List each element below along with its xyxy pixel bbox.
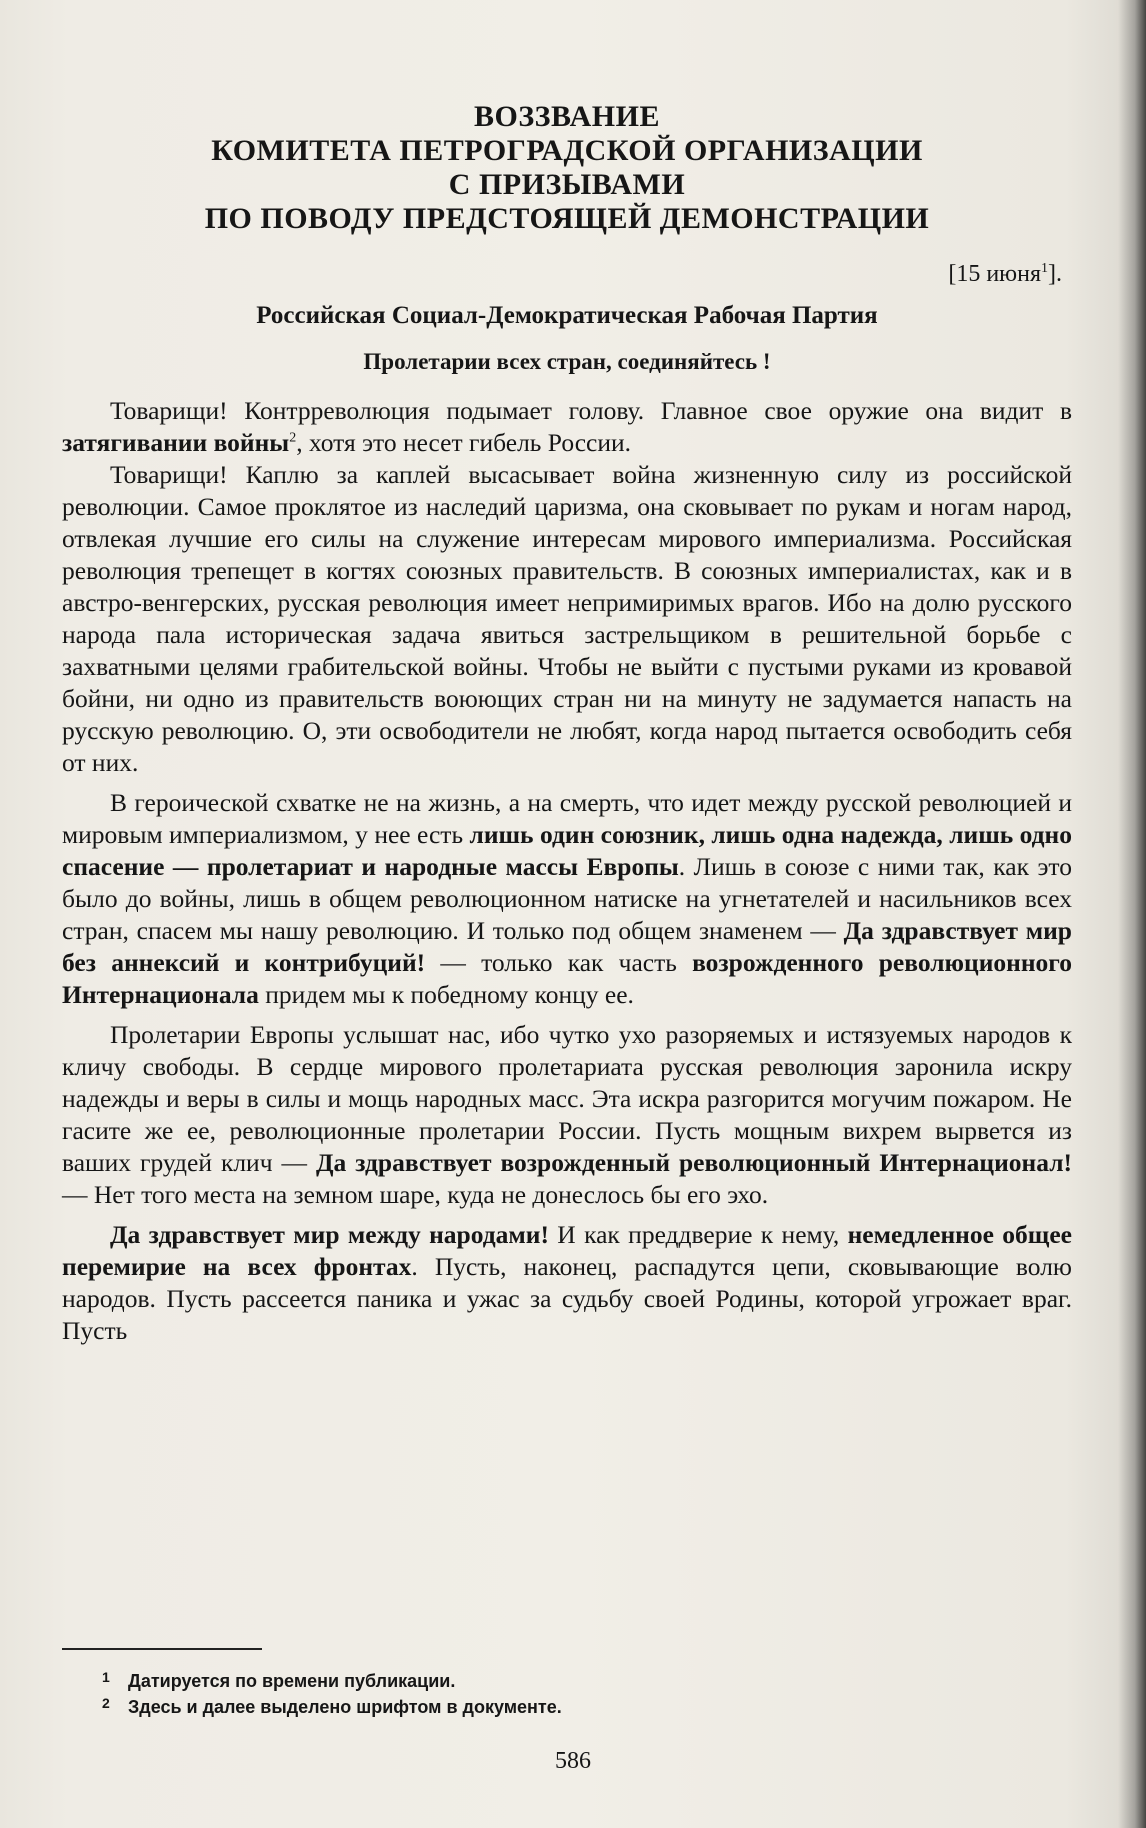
text-run: Пролетарии Европы услышат нас, ибо чутко ухо разоряемых и истязуемых народов к кличу свободы. В сердце мирового пролетариата русская революция заронила искру надежды и веры в силы и мощь народных масс. Эта искра разгорится могучим пожаром. Не гасите же ее, революционные пролетарии России. Пусть мощным вихрем вырвется из ваших грудей клич — — [62, 1020, 1072, 1177]
bold-run: затягивании войны — [62, 428, 290, 457]
bold-run: возрожденного революционного Интернационала — [62, 948, 1072, 1009]
document-content — [62, 100, 1072, 1347]
page-number: 586 — [555, 1748, 591, 1774]
text-run: — Нет того места на земном шаре, куда не донеслось бы его эхо. — [62, 1180, 769, 1209]
footnote-number: 1 — [102, 1669, 110, 1685]
text-run: Товарищи! Контрреволюция подымает голову. Главное свое оружие она видит в — [110, 396, 1072, 425]
bold-run: Да здравствует мир без аннексий и контрибуций! — [62, 916, 1072, 977]
slogan: Пролетарии всех стран, соединяйтесь ! — [363, 349, 771, 374]
text-run: . Лишь в союзе с ними так, как это было до войны, лишь в общем революционном натиске на угнетателей и насильников всех стран, спасем мы нашу революцию. И только под общем знаменем — — [62, 852, 1072, 945]
title-line: С ПРИЗЫВАМИ — [448, 168, 686, 201]
footnote-ref: 1 — [1041, 261, 1048, 276]
text-run: , хотя это несет гибель России. — [296, 428, 632, 457]
text-run: И как преддверие к нему, — [548, 1220, 848, 1249]
bold-run: Да здравствует возрожденный революционный Интернационал! — [315, 1148, 1072, 1177]
bold-run: лишь один союзник, лишь одна надежда, лишь одно спасение — пролетариат и народные массы Европы — [62, 820, 1072, 881]
title-line: КОМИТЕТА ПЕТРОГРАДСКОЙ ОРГАНИЗАЦИИ — [211, 134, 923, 167]
date-text: [15 июня — [948, 261, 1041, 287]
page-edge-shadow — [1118, 0, 1146, 1828]
date-close: ]. — [1048, 261, 1062, 287]
bold-run: немедленное общее перемирие на всех фронтах — [62, 1220, 1072, 1281]
document-title — [62, 100, 1072, 236]
text-run: — только как часть — [425, 948, 693, 977]
text-run: . Пусть, наконец, распадутся цепи, сковывающие волю народов. Пусть рассеется паника и ужас за судьбу своей Родины, которой угрожает враг. Пусть — [62, 1252, 1072, 1345]
footnote — [102, 1694, 1002, 1720]
footnote-text: Здесь и далее выделено шрифтом в документе. — [128, 1697, 562, 1717]
footnote-divider — [62, 1648, 262, 1650]
paragraph-1 — [62, 395, 1072, 459]
bold-run: Да здравствует мир между народами! — [110, 1220, 549, 1249]
title-line: ВОЗЗВАНИЕ — [474, 100, 660, 133]
footnote-number: 2 — [102, 1695, 110, 1711]
footnote-text: Датируется по времени публикации. — [128, 1671, 456, 1691]
text-run: В героической схватке не на жизнь, а на смерть, что идет между русской революцией и мировым империализмом, у нее есть — [62, 788, 1072, 849]
paragraph-3 — [62, 787, 1072, 1011]
document-date — [62, 254, 1072, 289]
text-run: придем мы к победному концу ее. — [258, 980, 634, 1009]
paragraph-4 — [62, 1019, 1072, 1211]
footnote-ref: 2 — [289, 430, 297, 446]
party-name: Российская Социал-Демократическая Рабочая Партия — [256, 302, 878, 329]
paragraph-5 — [62, 1219, 1072, 1347]
footnote — [102, 1668, 1002, 1694]
footnotes — [102, 1668, 1002, 1720]
document-body — [62, 395, 1072, 1347]
title-line: ПО ПОВОДУ ПРЕДСТОЯЩЕЙ ДЕМОНСТРАЦИИ — [204, 202, 930, 235]
paragraph-2: Товарищи! Каплю за каплей высасывает война жизненную силу из российской революции. Самое проклятое из наследий царизма, она сковывает по рукам и ногам народ, отвлекая лучшие его силы на служение интересам мирового империализма. Российская революция трепещет в когтях союзных правительств. В союзных империалистах, как и в австро-венгерских, русская революция имеет непримиримых врагов. Ибо на долю русского народа пала историческая задача явиться застрельщиком в решительной борьбе с захватными целями грабительской войны. Чтобы не выйти с пустыми руками из кровавой бойни, ни одно из правительств воюющих стран ни на минуту не задумается напасть на русскую революцию. О, эти освободители не любят, когда народ пытается освободить себя от них. — [62, 460, 1072, 777]
